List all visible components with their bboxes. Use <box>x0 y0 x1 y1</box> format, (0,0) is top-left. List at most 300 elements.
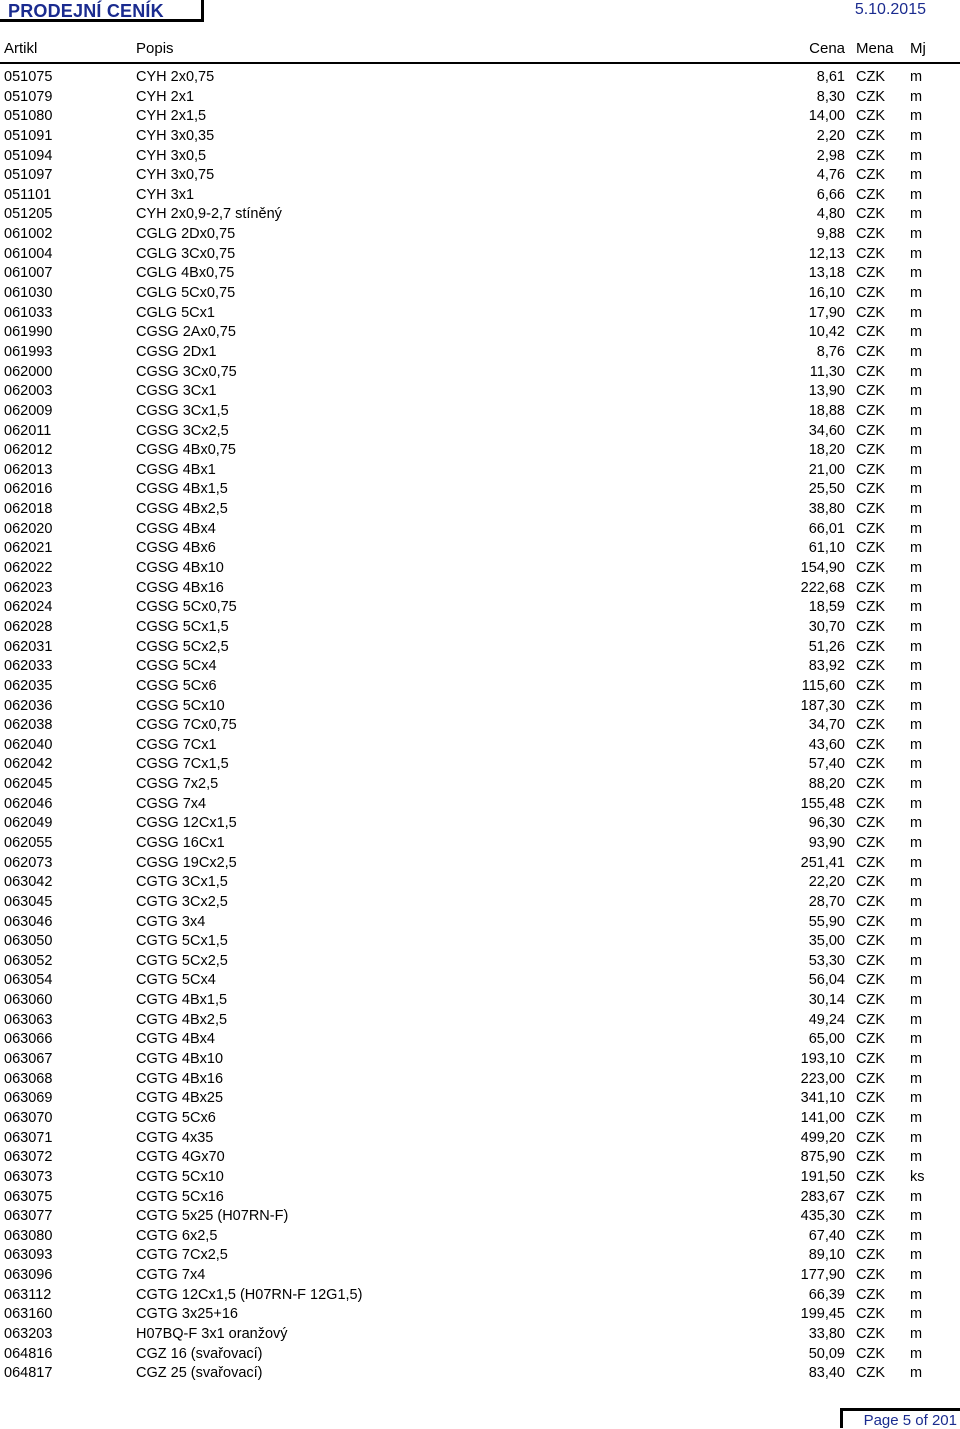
cell-cena: 28,70 <box>808 893 845 910</box>
table-row <box>0 1050 960 1070</box>
cell-artikl: 051097 <box>4 167 53 184</box>
cell-popis: CGTG 5Cx1,5 <box>136 933 228 950</box>
table-row <box>0 147 960 167</box>
cell-popis: CYH 3x0,75 <box>136 167 215 184</box>
page-footer <box>840 1408 960 1428</box>
cell-mena: CZK <box>856 285 885 302</box>
cell-cena: 56,04 <box>808 972 845 989</box>
table-row <box>0 1168 960 1188</box>
cell-popis: CGZ 16 (svařovací) <box>136 1345 263 1362</box>
table-row <box>0 618 960 638</box>
cell-mj: m <box>910 402 923 419</box>
cell-cena: 93,90 <box>808 834 845 851</box>
cell-mena: CZK <box>856 402 885 419</box>
cell-cena: 16,10 <box>808 285 845 302</box>
cell-artikl: 061007 <box>4 265 53 282</box>
cell-mena: CZK <box>856 1247 885 1264</box>
cell-cena: 22,20 <box>808 874 845 891</box>
cell-artikl: 063042 <box>4 874 53 891</box>
cell-popis: CGSG 5Cx0,75 <box>136 599 237 616</box>
cell-cena: 251,41 <box>800 854 845 871</box>
cell-artikl: 062045 <box>4 776 53 793</box>
cell-popis: CGSG 12Cx1,5 <box>136 815 237 832</box>
cell-popis: CGSG 5Cx6 <box>136 677 217 694</box>
table-row <box>0 971 960 991</box>
cell-popis: CGTG 4Gx70 <box>136 1149 225 1166</box>
cell-cena: 30,70 <box>808 618 845 635</box>
cell-mj: m <box>910 108 923 125</box>
cell-cena: 17,90 <box>808 304 845 321</box>
cell-mj: m <box>910 1090 923 1107</box>
cell-cena: 155,48 <box>800 795 845 812</box>
table-row <box>0 539 960 559</box>
cell-artikl: 063080 <box>4 1227 53 1244</box>
cell-mena: CZK <box>856 677 885 694</box>
cell-popis: CGTG 5Cx4 <box>136 972 216 989</box>
cell-mj: ks <box>910 1168 925 1185</box>
cell-mena: CZK <box>856 88 885 105</box>
cell-mj: m <box>910 618 923 635</box>
cell-mj: m <box>910 363 923 380</box>
cell-mj: m <box>910 834 923 851</box>
cell-popis: CGTG 5x25 (H07RN-F) <box>136 1208 289 1225</box>
cell-artikl: 063066 <box>4 1031 53 1048</box>
cell-popis: CGSG 5Cx4 <box>136 658 217 675</box>
cell-mena: CZK <box>856 1090 885 1107</box>
table-row <box>0 127 960 147</box>
cell-mj: m <box>910 1129 923 1146</box>
cell-mena: CZK <box>856 1149 885 1166</box>
cell-mj: m <box>910 88 923 105</box>
cell-mena: CZK <box>856 324 885 341</box>
cell-artikl: 062020 <box>4 520 53 537</box>
cell-mj: m <box>910 717 923 734</box>
cell-cena: 499,20 <box>800 1129 845 1146</box>
cell-popis: CGSG 5Cx1,5 <box>136 618 229 635</box>
cell-mj: m <box>910 952 923 969</box>
table-row <box>0 579 960 599</box>
cell-mj: m <box>910 520 923 537</box>
cell-mena: CZK <box>856 343 885 360</box>
cell-mj: m <box>910 186 923 203</box>
cell-mj: m <box>910 972 923 989</box>
cell-mena: CZK <box>856 363 885 380</box>
cell-mena: CZK <box>856 147 885 164</box>
cell-mj: m <box>910 1286 923 1303</box>
cell-artikl: 061990 <box>4 324 53 341</box>
cell-popis: CGSG 4Bx1 <box>136 461 216 478</box>
cell-mena: CZK <box>856 1188 885 1205</box>
cell-popis: CGSG 16Cx1 <box>136 834 225 851</box>
cell-cena: 34,70 <box>808 717 845 734</box>
table-row <box>0 1246 960 1266</box>
cell-cena: 13,18 <box>808 265 845 282</box>
cell-artikl: 062033 <box>4 658 53 675</box>
cell-cena: 43,60 <box>808 736 845 753</box>
cell-artikl: 063071 <box>4 1129 53 1146</box>
cell-artikl: 051205 <box>4 206 53 223</box>
cell-mj: m <box>910 461 923 478</box>
cell-cena: 21,00 <box>808 461 845 478</box>
cell-mj: m <box>910 1326 923 1342</box>
table-row <box>0 638 960 658</box>
cell-mj: m <box>910 481 923 498</box>
cell-popis: CGSG 19Cx2,5 <box>136 854 237 871</box>
cell-artikl: 063069 <box>4 1090 53 1107</box>
table-row <box>0 520 960 540</box>
cell-mj: m <box>910 677 923 694</box>
cell-artikl: 063054 <box>4 972 53 989</box>
document-date: 5.10.2015 <box>854 1 926 18</box>
cell-mena: CZK <box>856 226 885 243</box>
table-row <box>0 1266 960 1286</box>
cell-mena: CZK <box>856 1306 885 1323</box>
cell-cena: 141,00 <box>800 1109 845 1126</box>
cell-mj: m <box>910 815 923 832</box>
cell-popis: CGSG 7Cx1,5 <box>136 756 229 773</box>
cell-artikl: 061993 <box>4 343 53 360</box>
cell-cena: 66,39 <box>808 1286 845 1303</box>
cell-mena: CZK <box>856 206 885 223</box>
cell-mj: m <box>910 658 923 675</box>
cell-popis: CGSG 3Cx2,5 <box>136 422 229 439</box>
cell-cena: 2,20 <box>816 127 845 144</box>
table-row <box>0 736 960 756</box>
cell-mj: m <box>910 776 923 793</box>
cell-popis: CGSG 5Cx2,5 <box>136 638 229 655</box>
table-row <box>0 1188 960 1208</box>
cell-artikl: 063070 <box>4 1109 53 1126</box>
cell-mena: CZK <box>856 1365 885 1382</box>
table-row <box>0 166 960 186</box>
table-row <box>0 480 960 500</box>
cell-mena: CZK <box>856 913 885 930</box>
cell-mj: m <box>910 1188 923 1205</box>
cell-mj: m <box>910 795 923 812</box>
cell-cena: 8,30 <box>816 88 845 105</box>
cell-artikl: 062036 <box>4 697 53 714</box>
cell-mj: m <box>910 265 923 282</box>
table-row <box>0 1109 960 1129</box>
cell-artikl: 061030 <box>4 285 53 302</box>
page-number: Page 5 of 201 <box>863 1412 957 1429</box>
cell-cena: 222,68 <box>800 579 845 596</box>
cell-mena: CZK <box>856 697 885 714</box>
cell-artikl: 062013 <box>4 461 53 478</box>
document-title: PRODEJNÍ CENÍK <box>8 1 164 21</box>
cell-popis: CYH 2x1 <box>136 88 195 105</box>
cell-popis: CYH 3x1 <box>136 186 195 203</box>
cell-artikl: 061033 <box>4 304 53 321</box>
table-row <box>0 382 960 402</box>
cell-mena: CZK <box>856 658 885 675</box>
table-row <box>0 716 960 736</box>
table-row <box>0 854 960 874</box>
cell-popis: CGTG 5Cx6 <box>136 1109 216 1126</box>
cell-popis: CGLG 5Cx1 <box>136 304 215 321</box>
table-row <box>0 1070 960 1090</box>
cell-cena: 875,90 <box>800 1149 845 1166</box>
cell-popis: CGSG 3Cx0,75 <box>136 363 237 380</box>
cell-mena: CZK <box>856 1267 885 1284</box>
cell-artikl: 062024 <box>4 599 53 616</box>
cell-artikl: 051094 <box>4 147 53 164</box>
cell-mj: m <box>910 933 923 950</box>
table-row <box>0 1305 960 1325</box>
cell-cena: 96,30 <box>808 815 845 832</box>
cell-mena: CZK <box>856 1345 885 1362</box>
cell-mena: CZK <box>856 893 885 910</box>
cell-artikl: 062021 <box>4 540 53 557</box>
cell-mj: m <box>910 147 923 164</box>
cell-popis: CGTG 3Cx1,5 <box>136 874 228 891</box>
cell-cena: 65,00 <box>808 1031 845 1048</box>
cell-mena: CZK <box>856 69 885 85</box>
table-row <box>0 873 960 893</box>
cell-popis: CGSG 4Bx4 <box>136 520 216 537</box>
cell-popis: CGSG 4Bx2,5 <box>136 501 228 518</box>
cell-mena: CZK <box>856 815 885 832</box>
cell-artikl: 062023 <box>4 579 53 596</box>
cell-cena: 61,10 <box>808 540 845 557</box>
cell-popis: CGSG 4Bx16 <box>136 579 224 596</box>
table-row <box>0 343 960 363</box>
cell-artikl: 063050 <box>4 933 53 950</box>
cell-mj: m <box>910 1227 923 1244</box>
cell-popis: CGZ 25 (svařovací) <box>136 1365 263 1382</box>
cell-cena: 50,09 <box>808 1345 845 1362</box>
cell-cena: 18,59 <box>808 599 845 616</box>
cell-mena: CZK <box>856 304 885 321</box>
cell-popis: CGSG 4Bx6 <box>136 540 216 557</box>
cell-mj: m <box>910 560 923 577</box>
cell-artikl: 051101 <box>4 186 52 203</box>
cell-popis: CGTG 6x2,5 <box>136 1227 218 1244</box>
cell-cena: 435,30 <box>800 1208 845 1225</box>
cell-artikl: 063203 <box>4 1326 53 1342</box>
cell-mena: CZK <box>856 1227 885 1244</box>
cell-cena: 57,40 <box>808 756 845 773</box>
cell-artikl: 051080 <box>4 108 53 125</box>
cell-mj: m <box>910 854 923 871</box>
cell-popis: CGLG 5Cx0,75 <box>136 285 236 302</box>
cell-mj: m <box>910 893 923 910</box>
cell-cena: 187,30 <box>800 697 845 714</box>
cell-artikl: 063046 <box>4 913 53 930</box>
cell-mena: CZK <box>856 834 885 851</box>
cell-cena: 193,10 <box>800 1051 845 1068</box>
cell-popis: CGTG 5Cx10 <box>136 1168 224 1185</box>
cell-mj: m <box>910 226 923 243</box>
cell-popis: CGSG 4Bx10 <box>136 560 224 577</box>
cell-cena: 83,92 <box>808 658 845 675</box>
table-row <box>0 363 960 383</box>
table-row <box>0 186 960 206</box>
cell-popis: CGTG 3x25+16 <box>136 1306 238 1323</box>
cell-popis: CGTG 5Cx16 <box>136 1188 224 1205</box>
cell-cena: 199,45 <box>800 1306 845 1323</box>
cell-artikl: 062022 <box>4 560 53 577</box>
cell-popis: H07BQ-F 3x1 oranžový <box>136 1326 288 1342</box>
cell-popis: CGSG 7Cx0,75 <box>136 717 237 734</box>
cell-artikl: 063160 <box>4 1306 53 1323</box>
cell-mj: m <box>910 1109 923 1126</box>
cell-mj: m <box>910 1345 923 1362</box>
cell-popis: CGLG 2Dx0,75 <box>136 226 236 243</box>
column-header-cena: Cena <box>809 40 845 57</box>
cell-mena: CZK <box>856 383 885 400</box>
table-row <box>0 657 960 677</box>
cell-mj: m <box>910 69 923 85</box>
cell-mj: m <box>910 501 923 518</box>
cell-popis: CGLG 3Cx0,75 <box>136 245 236 262</box>
cell-mena: CZK <box>856 717 885 734</box>
cell-mena: CZK <box>856 1208 885 1225</box>
cell-cena: 18,88 <box>808 402 845 419</box>
cell-mena: CZK <box>856 540 885 557</box>
cell-cena: 51,26 <box>808 638 845 655</box>
cell-mena: CZK <box>856 1326 885 1342</box>
cell-mj: m <box>910 343 923 360</box>
cell-popis: CGTG 12Cx1,5 (H07RN-F 12G1,5) <box>136 1286 363 1303</box>
cell-artikl: 063052 <box>4 952 53 969</box>
cell-cena: 223,00 <box>800 1070 845 1087</box>
cell-cena: 66,01 <box>808 520 845 537</box>
table-row <box>0 1325 960 1345</box>
cell-popis: CGTG 7Cx2,5 <box>136 1247 228 1264</box>
cell-cena: 33,80 <box>808 1326 845 1342</box>
cell-mj: m <box>910 1247 923 1264</box>
cell-artikl: 062073 <box>4 854 53 871</box>
cell-popis: CYH 2x0,75 <box>136 69 215 85</box>
cell-popis: CGSG 4Bx0,75 <box>136 442 236 459</box>
table-row <box>0 775 960 795</box>
cell-mj: m <box>910 579 923 596</box>
table-row <box>0 205 960 225</box>
cell-artikl: 062028 <box>4 618 53 635</box>
cell-mj: m <box>910 383 923 400</box>
table-row <box>0 264 960 284</box>
cell-mj: m <box>910 540 923 557</box>
table-row <box>0 1148 960 1168</box>
cell-popis: CGSG 7x2,5 <box>136 776 219 793</box>
column-header-artikl: Artikl <box>4 40 38 57</box>
cell-mena: CZK <box>856 1286 885 1303</box>
cell-artikl: 063096 <box>4 1267 53 1284</box>
cell-artikl: 064817 <box>4 1365 53 1382</box>
cell-artikl: 062009 <box>4 402 53 419</box>
cell-mj: m <box>910 992 923 1009</box>
cell-popis: CGTG 3x4 <box>136 913 206 930</box>
cell-cena: 341,10 <box>800 1090 845 1107</box>
cell-mj: m <box>910 1031 923 1048</box>
cell-popis: CGTG 4Bx1,5 <box>136 992 228 1009</box>
table-row <box>0 991 960 1011</box>
cell-mena: CZK <box>856 874 885 891</box>
cell-mj: m <box>910 874 923 891</box>
table-row <box>0 402 960 422</box>
cell-mj: m <box>910 697 923 714</box>
cell-mena: CZK <box>856 422 885 439</box>
table-row <box>0 755 960 775</box>
cell-artikl: 061004 <box>4 245 53 262</box>
cell-mena: CZK <box>856 186 885 203</box>
cell-mj: m <box>910 206 923 223</box>
cell-artikl: 062035 <box>4 677 53 694</box>
cell-mena: CZK <box>856 756 885 773</box>
table-row <box>0 1286 960 1306</box>
cell-artikl: 063072 <box>4 1149 53 1166</box>
cell-mj: m <box>910 1011 923 1028</box>
cell-mj: m <box>910 324 923 341</box>
cell-mena: CZK <box>856 992 885 1009</box>
cell-popis: CGLG 4Bx0,75 <box>136 265 235 282</box>
cell-artikl: 064816 <box>4 1345 53 1362</box>
cell-artikl: 051075 <box>4 69 53 85</box>
cell-mena: CZK <box>856 972 885 989</box>
cell-mj: m <box>910 1365 923 1382</box>
cell-artikl: 062000 <box>4 363 53 380</box>
cell-cena: 83,40 <box>808 1365 845 1382</box>
cell-cena: 49,24 <box>808 1011 845 1028</box>
cell-mena: CZK <box>856 1070 885 1087</box>
cell-cena: 11,30 <box>809 363 845 380</box>
table-row <box>0 1364 960 1384</box>
cell-artikl: 051079 <box>4 88 53 105</box>
cell-cena: 25,50 <box>808 481 845 498</box>
cell-artikl: 063093 <box>4 1247 53 1264</box>
table-row <box>0 1030 960 1050</box>
cell-mj: m <box>910 304 923 321</box>
cell-mena: CZK <box>856 1031 885 1048</box>
cell-cena: 88,20 <box>808 776 845 793</box>
cell-cena: 14,00 <box>808 108 845 125</box>
cell-mena: CZK <box>856 1129 885 1146</box>
table-row <box>0 284 960 304</box>
cell-artikl: 062049 <box>4 815 53 832</box>
cell-cena: 4,80 <box>816 206 845 223</box>
cell-mj: m <box>910 599 923 616</box>
cell-mj: m <box>910 167 923 184</box>
cell-mj: m <box>910 1306 923 1323</box>
column-header-mena: Mena <box>856 40 894 57</box>
cell-mena: CZK <box>856 1011 885 1028</box>
cell-mj: m <box>910 245 923 262</box>
cell-artikl: 062046 <box>4 795 53 812</box>
table-row <box>0 1227 960 1247</box>
cell-cena: 6,66 <box>816 186 845 203</box>
table-row <box>0 598 960 618</box>
cell-cena: 34,60 <box>808 422 845 439</box>
cell-mj: m <box>910 638 923 655</box>
cell-popis: CGTG 4x35 <box>136 1129 214 1146</box>
cell-artikl: 063067 <box>4 1051 53 1068</box>
cell-popis: CGSG 4Bx1,5 <box>136 481 228 498</box>
cell-mj: m <box>910 913 923 930</box>
cell-mena: CZK <box>856 461 885 478</box>
cell-cena: 115,60 <box>801 677 845 694</box>
cell-artikl: 062016 <box>4 481 53 498</box>
cell-cena: 30,14 <box>808 992 845 1009</box>
cell-cena: 38,80 <box>808 501 845 518</box>
cell-cena: 12,13 <box>808 245 845 262</box>
cell-cena: 8,61 <box>816 69 845 85</box>
cell-popis: CYH 3x0,5 <box>136 147 207 164</box>
cell-cena: 53,30 <box>808 952 845 969</box>
cell-mj: m <box>910 285 923 302</box>
cell-artikl: 063073 <box>4 1168 53 1185</box>
cell-cena: 10,42 <box>808 324 845 341</box>
